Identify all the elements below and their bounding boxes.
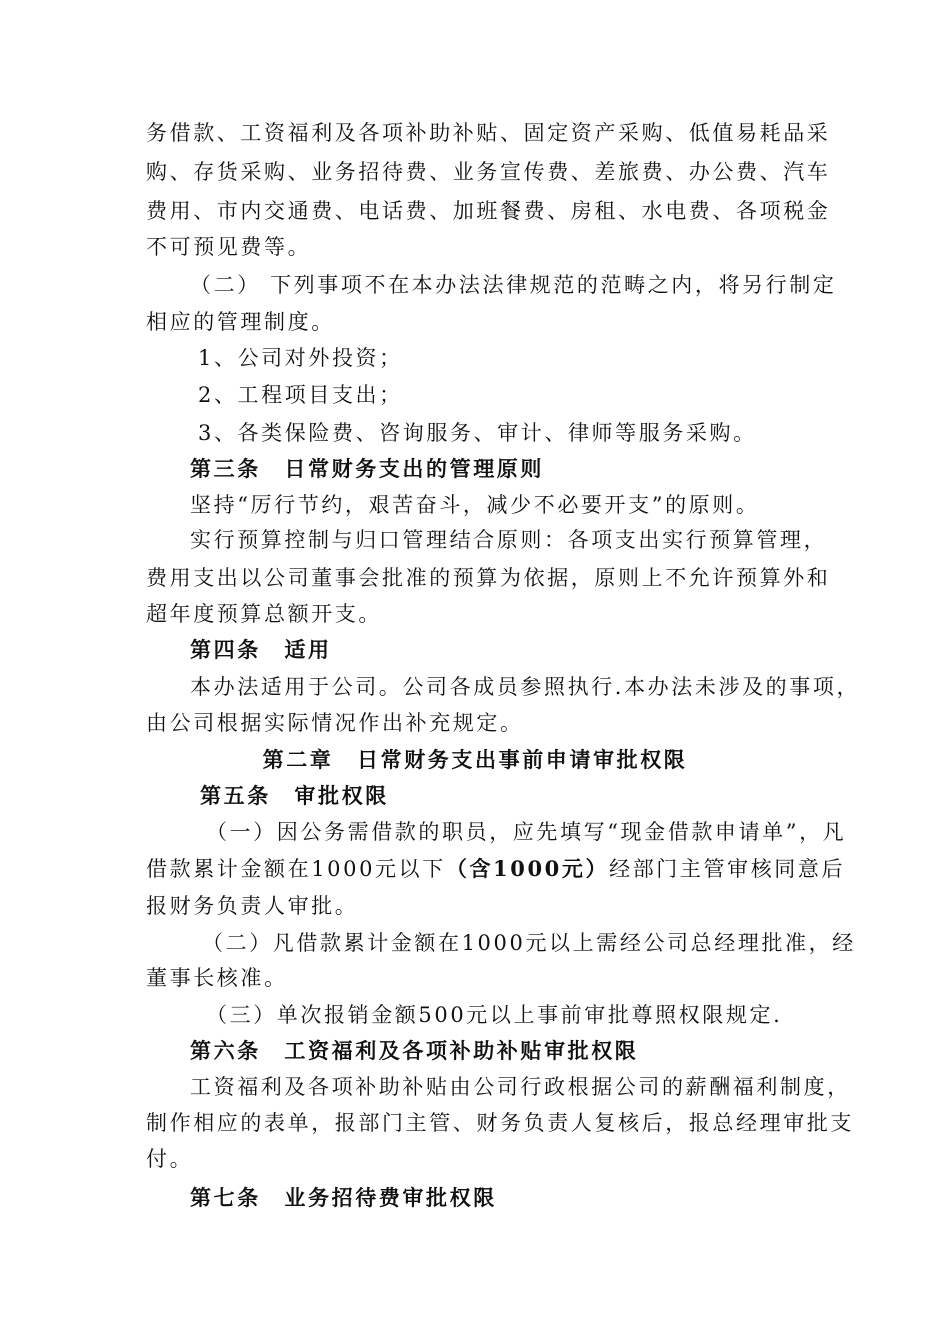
paragraph-line: 购、存货采购、业务招待费、业务宣传费、差旅费、办公费、汽车	[146, 160, 831, 184]
paragraph-line: 制作相应的表单，报部门主管、财务负责人复核后，报总经理审批支	[146, 1111, 854, 1135]
paragraph-line: （一）因公务需借款的职员，应先填写“现金借款申请单”，凡	[206, 820, 847, 844]
text-span: 经部门主管审核同意后	[609, 857, 846, 881]
paragraph-line: 付。	[146, 1147, 194, 1171]
paragraph-line: （二） 下列事项不在本办法法律规范的范畴之内，将另行制定	[190, 273, 837, 297]
article-heading: 第四条 适用	[190, 637, 332, 662]
text-span: 借款累计金额在1000元以下	[146, 857, 446, 881]
article-heading: 第六条 工资福利及各项补助补贴审批权限	[190, 1038, 639, 1063]
bold-amount: （含1000元）	[445, 856, 610, 881]
paragraph-line: 由公司根据实际情况作出补充规定。	[146, 711, 524, 735]
paragraph-line: 超年度预算总额开支。	[146, 602, 382, 626]
paragraph-line: （二）凡借款累计金额在1000元以上需经公司总经理批准，经	[202, 931, 856, 955]
article-heading: 第三条 日常财务支出的管理原则	[190, 456, 544, 481]
paragraph-line: 务借款、工资福利及各项补助补贴、固定资产采购、低值易耗品采	[146, 121, 831, 145]
paragraph-line: 董事长核准。	[146, 966, 288, 990]
paragraph-line: 报财务负责人审批。	[146, 894, 359, 918]
list-item: 3、各类保险费、咨询服务、审计、律师等服务采购。	[198, 421, 757, 445]
paragraph-line: 实行预算控制与归口管理结合原则：各项支出实行预算管理，	[190, 528, 828, 552]
paragraph-line: 相应的管理制度。	[146, 310, 335, 334]
paragraph-line: 工资福利及各项补助补贴由公司行政根据公司的薪酬福利制度，	[190, 1075, 851, 1099]
paragraph-line: 费用支出以公司董事会批准的预算为依据，原则上不允许预算外和	[146, 566, 831, 590]
paragraph-line: 不可预见费等。	[146, 235, 312, 259]
list-item: 2、工程项目支出；	[198, 383, 403, 407]
article-heading: 第七条 业务招待费审批权限	[190, 1185, 497, 1210]
paragraph-line: 坚持“厉行节约，艰苦奋斗，减少不必要开支”的原则。	[190, 493, 760, 517]
list-item: 1、公司对外投资；	[198, 346, 403, 370]
paragraph-line: （三）单次报销金额500元以上事前审批尊照权限规定.	[206, 1003, 783, 1027]
paragraph-line: 费用、市内交通费、电话费、加班餐费、房租、水电费、各项税金	[146, 199, 831, 223]
paragraph-line: 本办法适用于公司。公司各成员参照执行.本办法未涉及的事项，	[190, 675, 861, 699]
chapter-heading: 第二章 日常财务支出事前申请审批权限	[262, 747, 688, 772]
paragraph-line	[146, 854, 846, 884]
article-heading: 第五条 审批权限	[200, 783, 389, 808]
